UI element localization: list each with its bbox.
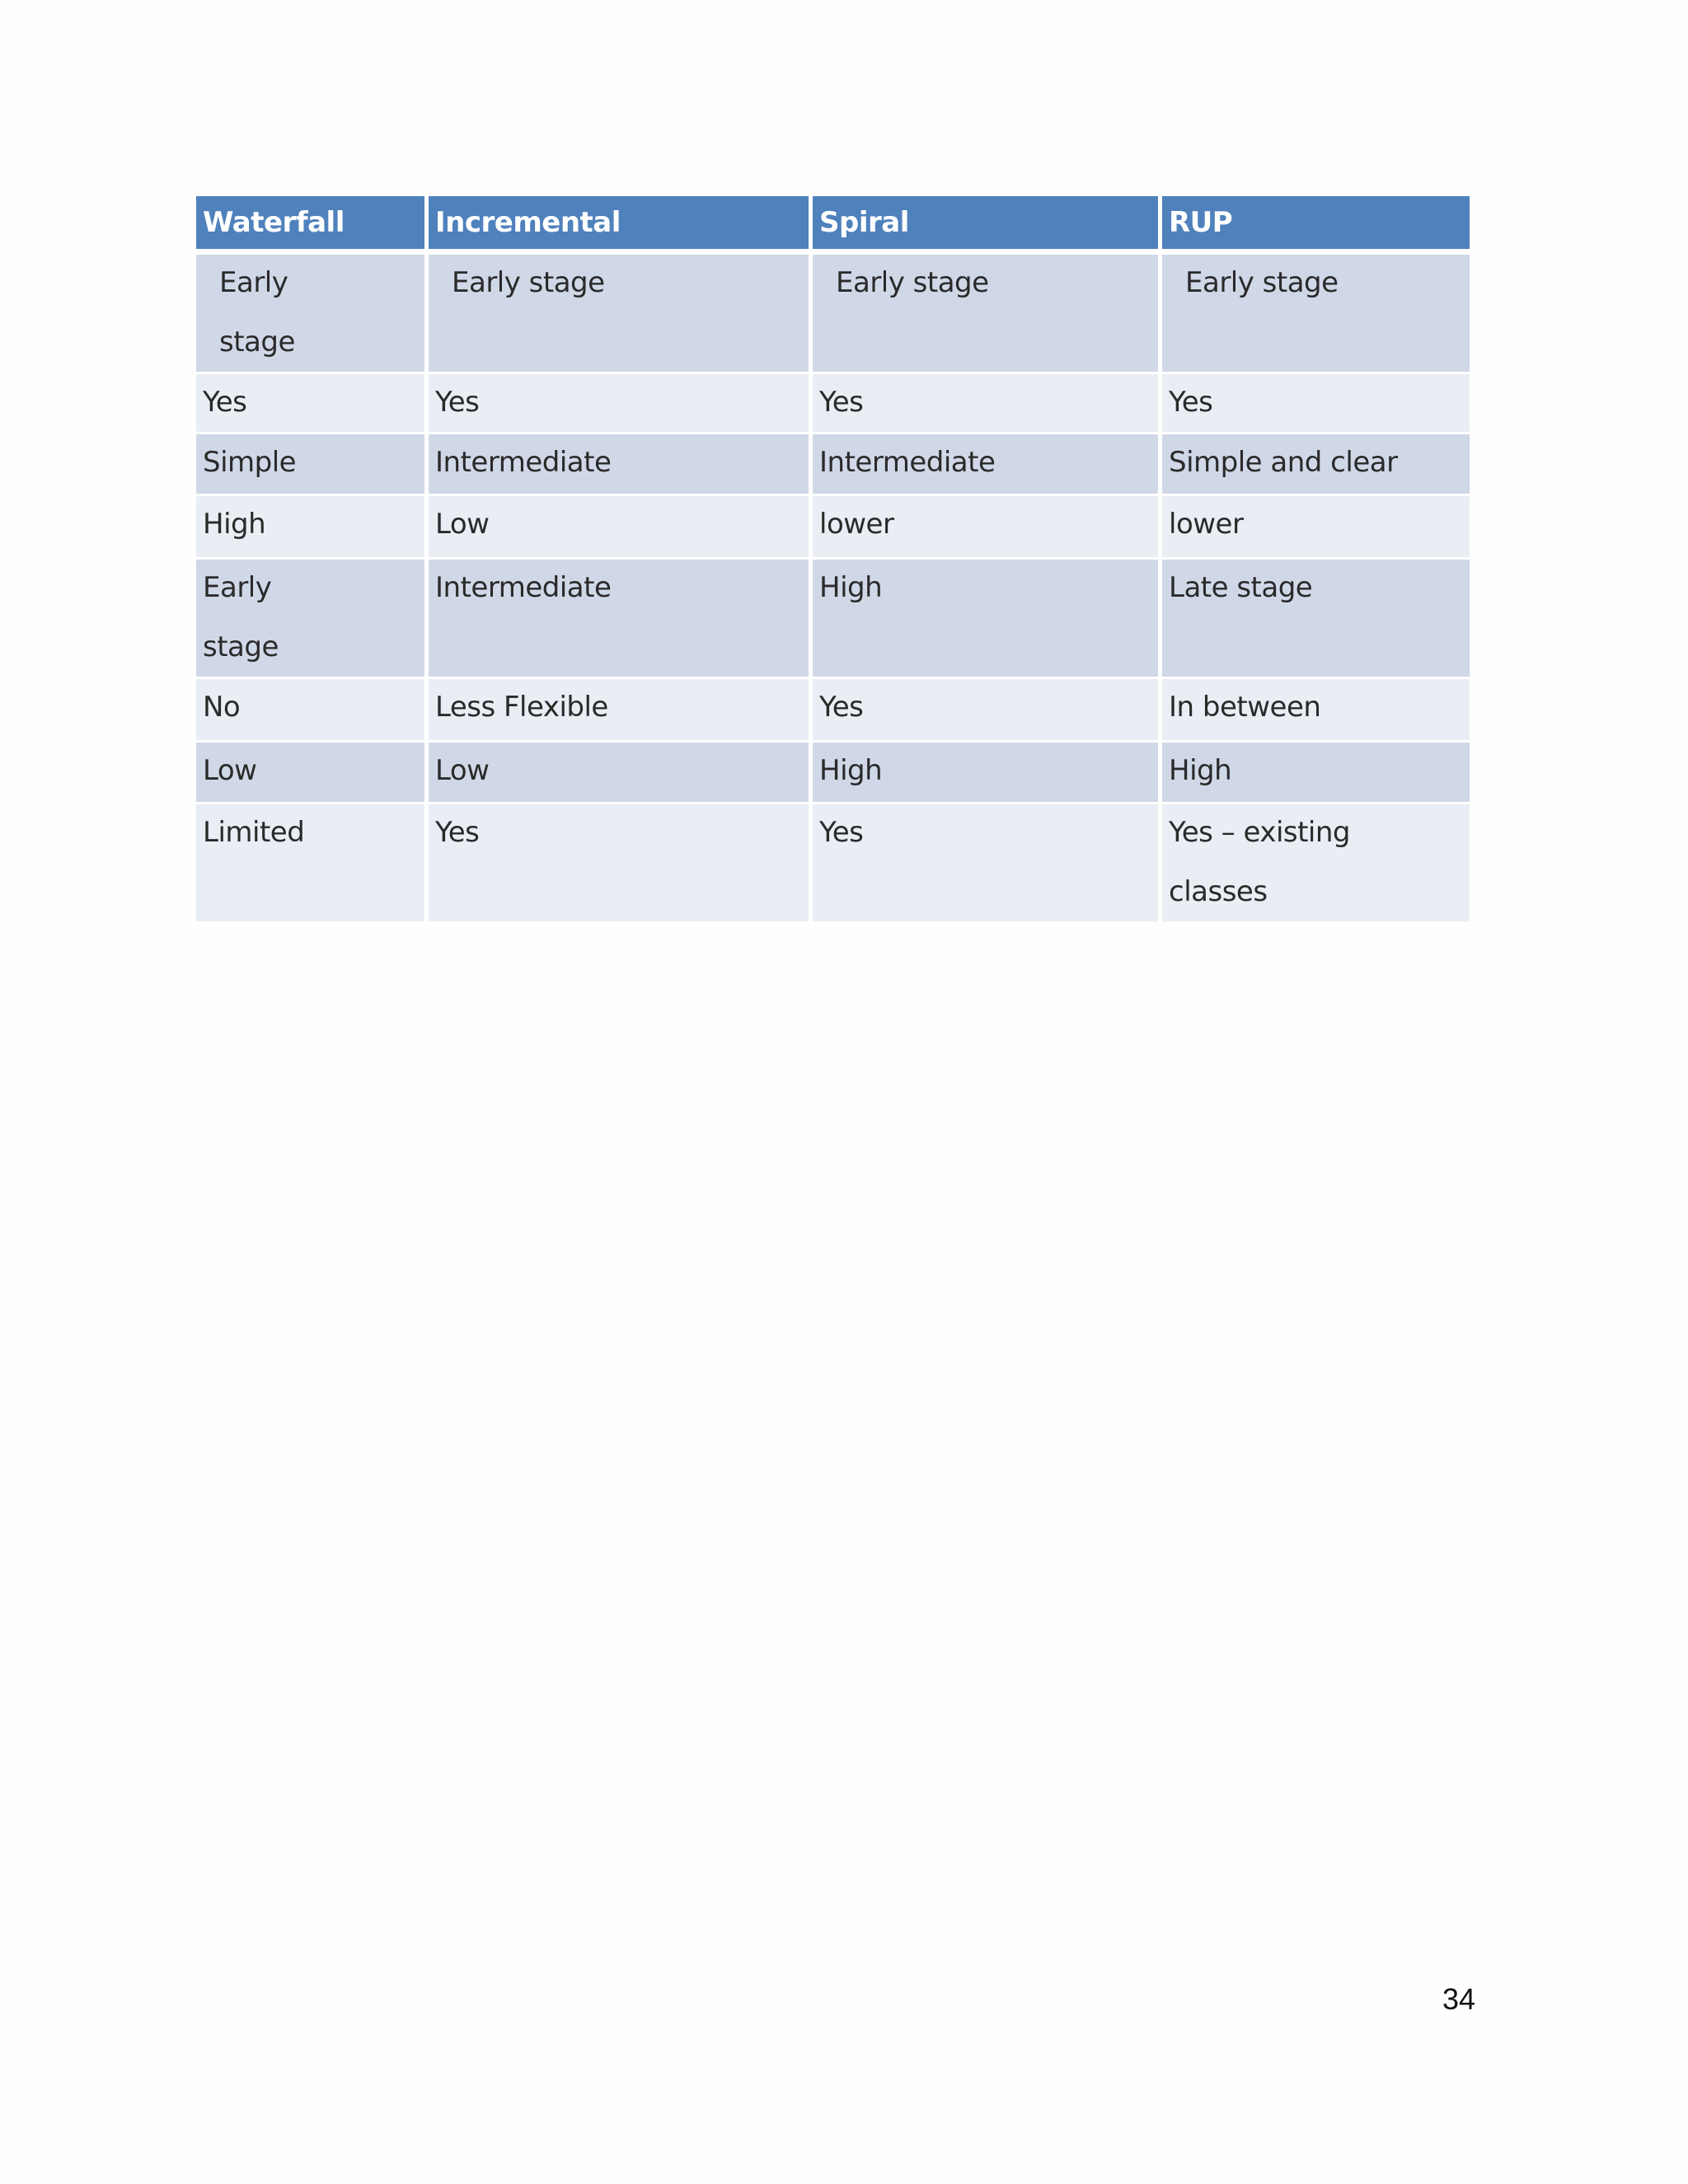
table-cell: Yes (196, 374, 429, 434)
table-cell: lower (1162, 496, 1470, 560)
table-row (196, 374, 1470, 434)
table-cell: lower (813, 496, 1162, 560)
page-number: 34 (1442, 1982, 1475, 2016)
table-cell: Intermediate (813, 434, 1162, 496)
table-cell: Simple (196, 434, 429, 496)
comparison-table-image (196, 196, 1470, 915)
table-cell: Early stage (429, 255, 813, 374)
table-cell: Early stage (813, 255, 1162, 374)
table-cell: Yes (813, 804, 1162, 924)
header-cell-incremental: Incremental (429, 196, 813, 255)
table-cell: No (196, 679, 429, 743)
table-cell: Yes (429, 374, 813, 434)
table-cell: Yes (813, 374, 1162, 434)
comparison-table (196, 196, 1470, 924)
header-cell-waterfall: Waterfall (196, 196, 429, 255)
table-cell: Limited (196, 804, 429, 924)
table-row (196, 804, 1470, 924)
table-cell: High (813, 560, 1162, 679)
table-cell: Yes (429, 804, 813, 924)
table-cell: Intermediate (429, 560, 813, 679)
header-cell-spiral: Spiral (813, 196, 1162, 255)
table-cell: Low (429, 743, 813, 804)
table-cell: Simple and clear (1162, 434, 1470, 496)
table-header-row (196, 196, 1470, 255)
table-row (196, 434, 1470, 496)
header-cell-rup: RUP (1162, 196, 1470, 255)
table-cell: High (813, 743, 1162, 804)
table-row (196, 743, 1470, 804)
table-cell: Yes (813, 679, 1162, 743)
table-cell: Low (429, 496, 813, 560)
table-cell: Late stage (1162, 560, 1470, 679)
table-cell: Low (196, 743, 429, 804)
table-row (196, 560, 1470, 679)
table-row (196, 496, 1470, 560)
table-cell: High (196, 496, 429, 560)
table-row (196, 679, 1470, 743)
table-row (196, 255, 1470, 374)
table-cell: Early stage (196, 255, 429, 374)
table-cell: High (1162, 743, 1470, 804)
table-cell: Yes (1162, 374, 1470, 434)
table-cell: Yes – existing classes (1162, 804, 1470, 924)
table-cell: Early stage (1162, 255, 1470, 374)
table-cell: In between (1162, 679, 1470, 743)
table-cell: Less Flexible (429, 679, 813, 743)
table-cell: Early stage (196, 560, 429, 679)
table-cell: Intermediate (429, 434, 813, 496)
